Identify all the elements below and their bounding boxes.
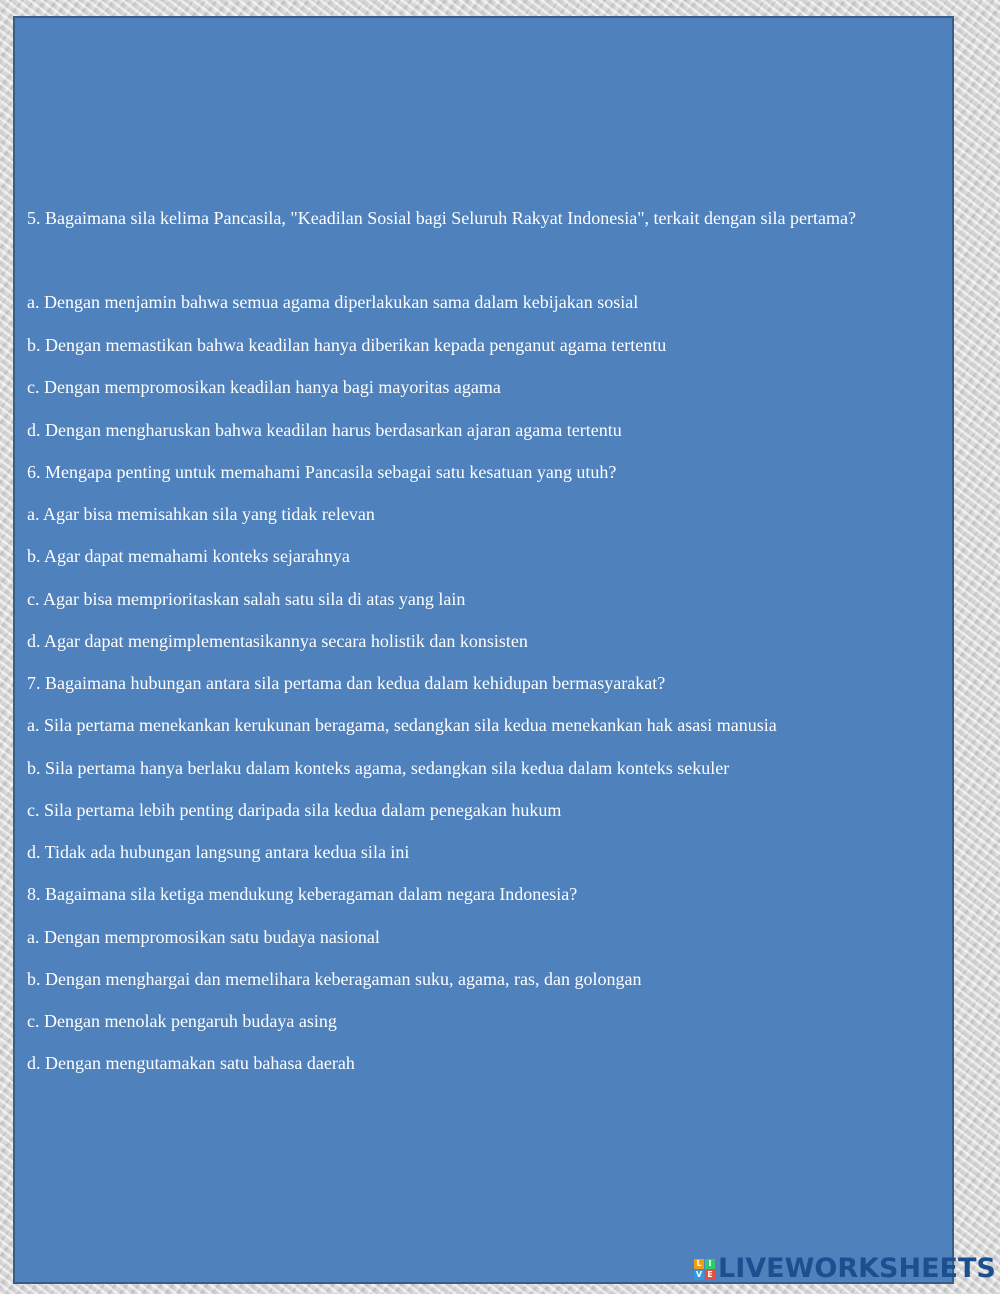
logo-letter-l: L [694, 1259, 704, 1269]
liveworksheets-logo-icon [694, 1259, 715, 1280]
question-8-option-c: c. Dengan menolak pengaruh budaya asing [27, 1011, 337, 1031]
question-5: 5. Bagaimana sila kelima Pancasila, "Keadilan Sosial bagi Seluruh Rakyat Indonesia", terkait dengan sila pertama? [27, 208, 856, 228]
question-5-option-d: d. Dengan mengharuskan bahwa keadilan harus berdasarkan ajaran agama tertentu [27, 420, 622, 440]
question-8-option-d: d. Dengan mengutamakan satu bahasa daerah [27, 1053, 355, 1073]
question-5-option-b: b. Dengan memastikan bahwa keadilan hanya diberikan kepada penganut agama tertentu [27, 335, 667, 355]
question-6-option-a: a. Agar bisa memisahkan sila yang tidak relevan [27, 504, 375, 524]
question-7-option-d: d. Tidak ada hubungan langsung antara kedua sila ini [27, 842, 410, 862]
liveworksheets-logo-text: LIVEWORKSHEETS [718, 1253, 996, 1284]
question-7: 7. Bagaimana hubungan antara sila pertama dan kedua dalam kehidupan bermasyarakat? [27, 673, 666, 693]
question-7-option-a: a. Sila pertama menekankan kerukunan beragama, sedangkan sila kedua menekankan hak asasi manusia [27, 715, 777, 735]
question-5-option-c: c. Dengan mempromosikan keadilan hanya bagi mayoritas agama [27, 377, 501, 397]
question-5-option-a: a. Dengan menjamin bahwa semua agama diperlakukan sama dalam kebijakan sosial [27, 292, 639, 312]
question-8: 8. Bagaimana sila ketiga mendukung keberagaman dalam negara Indonesia? [27, 884, 578, 904]
question-6-option-d: d. Agar dapat mengimplementasikannya secara holistik dan konsisten [27, 631, 528, 651]
logo-letter-e: E [705, 1270, 715, 1280]
question-6-option-b: b. Agar dapat memahami konteks sejarahnya [27, 546, 350, 566]
question-8-option-b: b. Dengan menghargai dan memelihara keberagaman suku, agama, ras, dan golongan [27, 969, 642, 989]
liveworksheets-logo[interactable] [694, 1253, 996, 1284]
logo-letter-v: V [695, 1269, 703, 1279]
logo-letter-i: I [705, 1259, 715, 1269]
question-6-option-c: c. Agar bisa memprioritaskan salah satu sila di atas yang lain [27, 589, 466, 609]
question-6: 6. Mengapa penting untuk memahami Pancasila sebagai satu kesatuan yang utuh? [27, 462, 617, 482]
question-7-option-b: b. Sila pertama hanya berlaku dalam konteks agama, sedangkan sila kedua dalam konteks sekuler [27, 758, 730, 778]
question-7-option-c: c. Sila pertama lebih penting daripada sila kedua dalam penegakan hukum [27, 800, 562, 820]
question-8-option-a: a. Dengan mempromosikan satu budaya nasional [27, 927, 380, 947]
